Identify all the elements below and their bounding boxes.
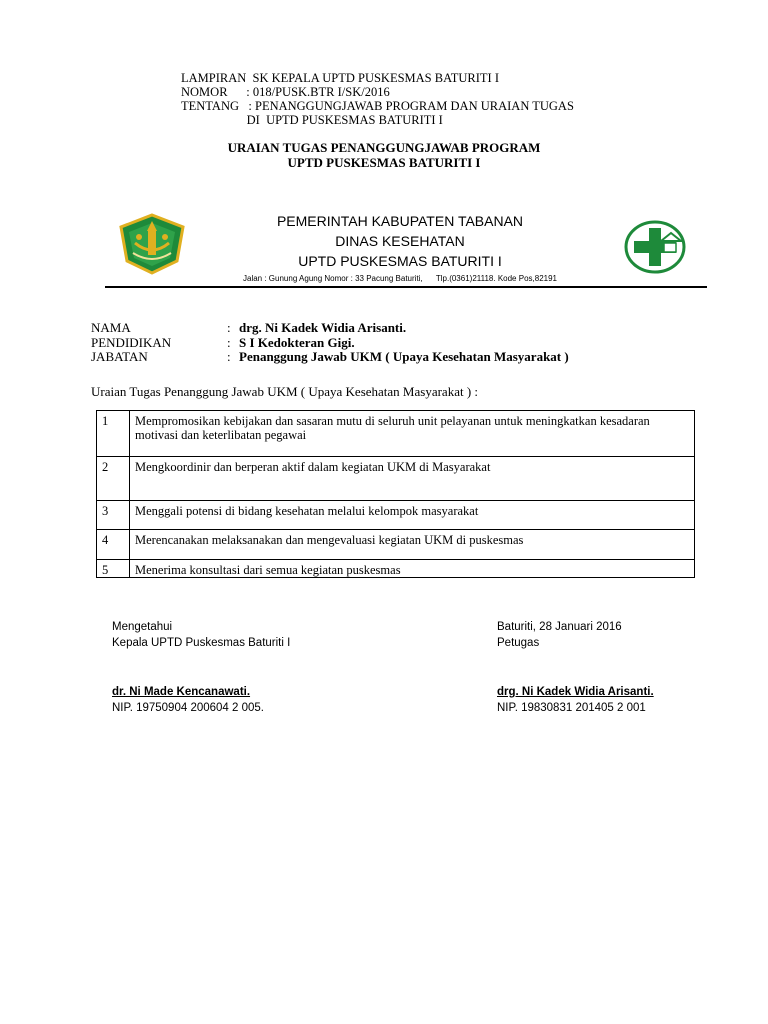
tabanan-emblem-icon <box>117 213 187 275</box>
task-description: Mempromosikan kebijakan dan sasaran mutu di seluruh unit pelayanan untuk meningkatkan kesadaran motivasi dan keterlibatan pegawai <box>130 411 695 457</box>
colon: : <box>227 320 231 335</box>
mengetahui-label: Mengetahui <box>112 621 173 633</box>
document-title-line-2: UPTD PUSKESMAS BATURITI I <box>287 155 481 170</box>
letterhead-line-2: DINAS KESEHATAN <box>335 233 465 249</box>
letterhead-text <box>185 211 615 285</box>
table-row <box>97 560 695 578</box>
signer-name: drg. Ni Kadek Widia Arisanti. <box>497 686 654 698</box>
signature-left <box>112 620 290 716</box>
task-number: 3 <box>97 501 130 530</box>
nama-label: NAMA <box>91 320 131 335</box>
letterhead <box>105 205 707 289</box>
signature-right <box>497 620 654 716</box>
table-row <box>97 457 695 501</box>
colon: : <box>227 349 231 364</box>
table-row <box>97 411 695 457</box>
task-number: 1 <box>97 411 130 457</box>
identity-block <box>91 321 569 365</box>
pendidikan-label: PENDIDIKAN <box>91 334 172 350</box>
place-date: Baturiti, 28 Januari 2016 <box>497 621 622 633</box>
table-row <box>97 501 695 530</box>
signer-nip: NIP. 19830831 201405 2 001 <box>497 701 646 714</box>
lampiran-line: LAMPIRAN SK KEPALA UPTD PUSKESMAS BATURITI I <box>181 71 499 85</box>
task-number: 5 <box>97 560 130 578</box>
jabatan-value: Penanggung Jawab UKM ( Upaya Kesehatan Masyarakat ) <box>239 349 569 364</box>
puskesmas-logo-icon <box>623 219 687 275</box>
pendidikan-value: S I Kedokteran Gigi. <box>239 334 355 350</box>
letterhead-line-1: PEMERINTAH KABUPATEN TABANAN <box>276 213 524 229</box>
lampiran-header <box>181 71 574 127</box>
jabatan-row <box>91 350 569 365</box>
task-description: Mengkoordinir dan berperan aktif dalam kegiatan UKM di Masyarakat <box>130 457 695 501</box>
jabatan-label: JABATAN <box>91 349 148 364</box>
colon: : <box>227 334 231 350</box>
tentang-line: TENTANG : PENANGGUNGJAWAB PROGRAM DAN URAIAN TUGAS <box>181 99 574 113</box>
document-title <box>0 140 768 170</box>
document-title-line-1: URAIAN TUGAS PENANGGUNGJAWAB PROGRAM <box>227 140 541 155</box>
pendidikan-row <box>91 336 569 351</box>
task-description: Menerima konsultasi dari semua kegiatan puskesmas <box>130 560 695 578</box>
signer-name: dr. Ni Made Kencanawati. <box>112 686 251 698</box>
signer-title: Petugas <box>497 636 540 649</box>
letterhead-line-3: UPTD PUSKESMAS BATURITI I <box>298 253 502 269</box>
nama-value: drg. Ni Kadek Widia Arisanti. <box>239 320 407 335</box>
signer-title: Kepala UPTD Puskesmas Baturiti I <box>112 636 291 649</box>
task-number: 4 <box>97 530 130 560</box>
signer-nip: NIP. 19750904 200604 2 005. <box>112 701 264 714</box>
nama-row <box>91 321 569 336</box>
task-description: Merencanakan melaksanakan dan mengevaluasi kegiatan UKM di puskesmas <box>130 530 695 560</box>
letterhead-address: Jalan : Gunung Agung Nomor : 33 Pacung Baturiti, Tlp.(0361)21118. Kode Pos,82191 <box>243 274 557 283</box>
tentang-line-continued: DI UPTD PUSKESMAS BATURITI I <box>181 113 443 127</box>
task-list-heading: Uraian Tugas Penanggung Jawab UKM ( Upaya Kesehatan Masyarakat ) : <box>91 384 479 399</box>
task-table <box>96 410 695 578</box>
letterhead-divider <box>105 286 707 288</box>
task-description: Menggali potensi di bidang kesehatan melalui kelompok masyarakat <box>130 501 695 530</box>
nomor-line: NOMOR : 018/PUSK.BTR I/SK/2016 <box>181 85 390 99</box>
table-row <box>97 530 695 560</box>
task-number: 2 <box>97 457 130 501</box>
